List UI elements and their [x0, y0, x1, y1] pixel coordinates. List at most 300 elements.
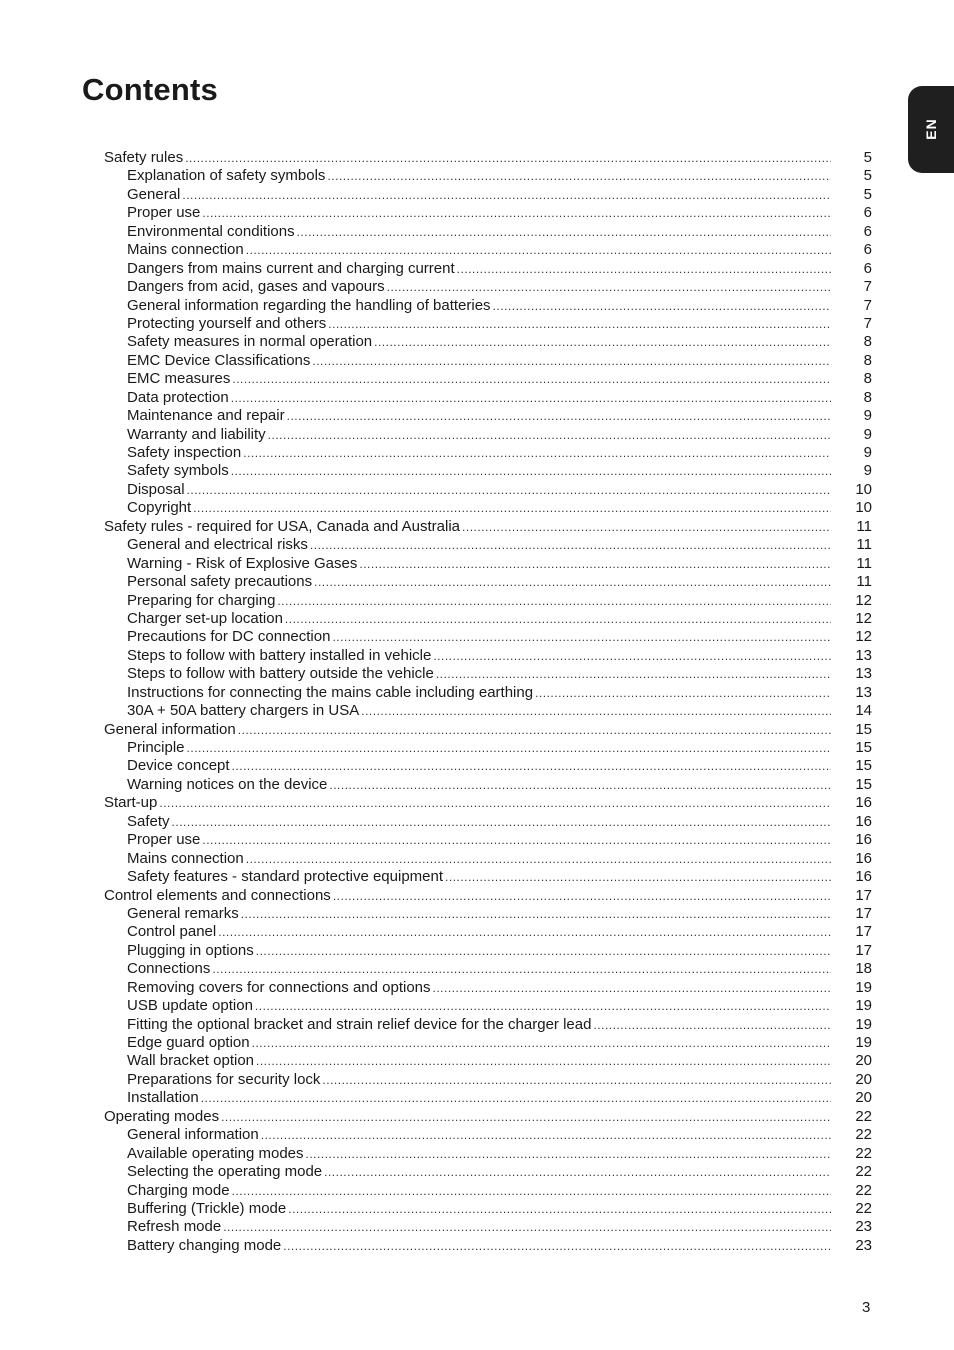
toc-subsection-entry[interactable]	[104, 407, 872, 425]
toc-entry-page-number: 19	[855, 1034, 872, 1051]
toc-entry-page-number: 6	[863, 222, 872, 240]
toc-entry-page-number: 20	[855, 1070, 872, 1088]
toc-entry-page-number: 22	[855, 1163, 872, 1181]
toc-subsection-entry[interactable]	[104, 278, 872, 296]
toc-subsection-entry[interactable]	[104, 592, 872, 610]
toc-entry-page-number: 7	[863, 314, 872, 332]
toc-entry-title: General and electrical risks	[127, 536, 308, 554]
toc-entry-leader	[127, 297, 831, 315]
table-of-contents	[104, 149, 872, 1255]
dot-leader	[445, 868, 831, 886]
toc-subsection-entry[interactable]	[104, 610, 872, 628]
toc-subsection-entry[interactable]	[104, 702, 872, 720]
toc-entry-title: 30A + 50A battery chargers in USA	[127, 702, 360, 720]
toc-entry-title: Maintenance and repair	[127, 407, 285, 425]
dot-leader	[255, 997, 831, 1015]
toc-subsection-entry[interactable]	[104, 186, 872, 204]
toc-subsection-entry[interactable]	[104, 1182, 872, 1200]
dot-leader	[252, 1034, 831, 1052]
toc-entry-page-number: 9	[863, 407, 872, 425]
toc-entry-title: Explanation of safety symbols	[127, 167, 326, 185]
toc-entry-page-number: 16	[855, 794, 872, 812]
toc-entry-leader	[127, 333, 831, 351]
dot-leader	[285, 610, 831, 628]
dot-leader	[221, 1108, 831, 1126]
toc-entry-title: Safety features - standard protective equipment	[127, 868, 444, 886]
toc-section-entry[interactable]	[104, 721, 872, 739]
toc-entry-leader	[127, 536, 831, 554]
toc-subsection-entry[interactable]	[104, 665, 872, 683]
toc-subsection-entry[interactable]	[104, 831, 872, 849]
toc-subsection-entry[interactable]	[104, 960, 872, 978]
toc-entry-leader	[127, 702, 831, 720]
toc-entry-leader	[104, 1108, 831, 1126]
toc-entry-page-number: 16	[855, 831, 872, 849]
toc-entry-leader	[104, 518, 831, 536]
dot-leader	[283, 1237, 831, 1255]
toc-subsection-entry[interactable]	[104, 315, 872, 333]
dot-leader	[246, 850, 831, 868]
toc-subsection-entry[interactable]	[104, 684, 872, 702]
toc-entry-title: Control elements and connections	[104, 886, 331, 904]
dot-leader	[187, 739, 831, 757]
toc-entry-title: Wall bracket option	[127, 1052, 255, 1070]
toc-entry-title: Connections	[127, 960, 211, 978]
toc-entry-leader	[127, 868, 831, 886]
toc-subsection-entry[interactable]	[104, 370, 872, 388]
toc-entry-title: Mains connection	[127, 849, 244, 867]
toc-entry-title: Data protection	[127, 388, 229, 406]
toc-entry-page-number: 16	[855, 849, 872, 867]
dot-leader	[361, 702, 831, 720]
toc-entry-page-number: 5	[863, 167, 872, 185]
toc-subsection-entry[interactable]	[104, 1034, 872, 1052]
dot-leader	[359, 555, 831, 573]
toc-entry-page-number: 22	[855, 1126, 872, 1144]
toc-entry-leader	[127, 1145, 831, 1163]
dot-leader	[232, 370, 831, 388]
toc-subsection-entry[interactable]	[104, 1052, 872, 1070]
dot-leader	[223, 1218, 831, 1236]
toc-entry-leader	[127, 592, 831, 610]
toc-subsection-entry[interactable]	[104, 997, 872, 1015]
toc-entry-leader	[127, 1237, 831, 1255]
page-title: Contents	[82, 72, 218, 107]
toc-subsection-entry[interactable]	[104, 905, 872, 923]
toc-entry-page-number: 17	[855, 904, 872, 922]
toc-entry-title: Start-up	[104, 794, 158, 812]
toc-entry-page-number: 12	[855, 609, 872, 627]
toc-subsection-entry[interactable]	[104, 555, 872, 573]
toc-entry-page-number: 15	[855, 720, 872, 738]
toc-entry-title: Preparations for security lock	[127, 1070, 321, 1088]
toc-entry-leader	[127, 407, 831, 425]
toc-entry-title: Steps to follow with battery outside the vehicle	[127, 665, 434, 683]
toc-entry-page-number: 17	[855, 941, 872, 959]
toc-entry-page-number: 19	[855, 997, 872, 1015]
toc-subsection-entry[interactable]	[104, 536, 872, 554]
toc-subsection-entry[interactable]	[104, 444, 872, 462]
toc-subsection-entry[interactable]	[104, 167, 872, 185]
toc-entry-title: Device concept	[127, 757, 230, 775]
dot-leader	[159, 794, 831, 812]
toc-entry-page-number: 11	[856, 536, 872, 554]
toc-entry-page-number: 8	[863, 388, 872, 406]
dot-leader	[201, 1089, 831, 1107]
toc-entry-title: Copyright	[127, 499, 192, 517]
dot-leader	[246, 241, 831, 259]
toc-entry-leader	[104, 887, 831, 905]
dot-leader	[593, 1016, 831, 1034]
toc-section-entry[interactable]	[104, 1108, 872, 1126]
toc-entry-leader	[127, 223, 831, 241]
toc-entry-leader	[104, 149, 831, 167]
toc-entry-title: Charging mode	[127, 1181, 230, 1199]
toc-entry-leader	[127, 979, 831, 997]
toc-entry-title: Warning notices on the device	[127, 775, 328, 793]
toc-entry-leader	[127, 1200, 831, 1218]
dot-leader	[327, 167, 831, 185]
toc-entry-leader	[127, 426, 831, 444]
toc-entry-page-number: 13	[855, 665, 872, 683]
toc-entry-page-number: 7	[863, 296, 872, 314]
toc-entry-page-number: 13	[855, 646, 872, 664]
toc-entry-page-number: 15	[855, 739, 872, 756]
toc-entry-page-number: 9	[863, 444, 872, 461]
language-tab	[908, 86, 954, 173]
toc-entry-title: Battery changing mode	[127, 1236, 282, 1254]
page-number: 3	[862, 1299, 871, 1316]
toc-entry-page-number: 9	[863, 462, 872, 480]
toc-entry-page-number: 18	[855, 960, 872, 978]
dot-leader	[202, 831, 831, 849]
toc-entry-leader	[127, 499, 831, 517]
toc-entry-leader	[127, 960, 831, 978]
dot-leader	[332, 628, 831, 646]
toc-entry-leader	[127, 1052, 831, 1070]
toc-entry-leader	[127, 1126, 831, 1144]
toc-entry-title: Safety symbols	[127, 462, 229, 480]
toc-entry-leader	[127, 462, 831, 480]
toc-subsection-entry[interactable]	[104, 1163, 872, 1181]
toc-entry-leader	[127, 850, 831, 868]
toc-subsection-entry[interactable]	[104, 297, 872, 315]
dot-leader	[535, 684, 831, 702]
toc-entry-page-number: 12	[855, 591, 872, 609]
dot-leader	[329, 776, 831, 794]
toc-entry-page-number: 23	[855, 1218, 872, 1236]
toc-entry-page-number: 8	[863, 370, 872, 388]
toc-entry-title: Preparing for charging	[127, 591, 276, 609]
toc-subsection-entry[interactable]	[104, 241, 872, 259]
toc-entry-leader	[127, 1163, 831, 1181]
toc-entry-leader	[127, 684, 831, 702]
toc-entry-leader	[127, 241, 831, 259]
toc-entry-title: General information	[127, 1126, 259, 1144]
dot-leader	[310, 536, 831, 554]
toc-subsection-entry[interactable]	[104, 628, 872, 646]
toc-subsection-entry[interactable]	[104, 499, 872, 517]
toc-entry-leader	[127, 1218, 831, 1236]
toc-entry-title: Operating modes	[104, 1107, 220, 1125]
toc-entry-title: Proper use	[127, 831, 201, 849]
toc-entry-leader	[127, 997, 831, 1015]
dot-leader	[433, 647, 831, 665]
toc-entry-title: Safety measures in normal operation	[127, 333, 373, 351]
toc-entry-page-number: 15	[855, 775, 872, 793]
toc-entry-leader	[127, 610, 831, 628]
toc-entry-page-number: 19	[855, 1015, 872, 1033]
dot-leader	[333, 887, 831, 905]
toc-entry-page-number: 23	[855, 1236, 872, 1254]
dot-leader	[232, 1182, 831, 1200]
toc-entry-leader	[127, 260, 831, 278]
dot-leader	[243, 444, 831, 462]
dot-leader	[172, 813, 831, 831]
dot-leader	[288, 1200, 831, 1218]
toc-entry-leader	[127, 757, 831, 775]
toc-entry-leader	[127, 1034, 831, 1052]
dot-leader	[328, 315, 831, 333]
toc-subsection-entry[interactable]	[104, 942, 872, 960]
toc-entry-title: Dangers from acid, gases and vapours	[127, 278, 385, 296]
toc-subsection-entry[interactable]	[104, 868, 872, 886]
toc-entry-page-number: 7	[863, 278, 872, 296]
toc-entry-leader	[127, 481, 831, 499]
toc-entry-leader	[127, 555, 831, 573]
toc-subsection-entry[interactable]	[104, 1126, 872, 1144]
toc-entry-leader	[127, 647, 831, 665]
toc-subsection-entry[interactable]	[104, 776, 872, 794]
toc-entry-leader	[127, 813, 831, 831]
dot-leader	[436, 665, 831, 683]
toc-subsection-entry[interactable]	[104, 1089, 872, 1107]
toc-entry-title: Charger set-up location	[127, 609, 283, 627]
toc-subsection-entry[interactable]	[104, 426, 872, 444]
toc-section-entry[interactable]	[104, 149, 872, 167]
toc-entry-title: Fitting the optional bracket and strain relief device for the charger lead	[127, 1015, 592, 1033]
toc-entry-leader	[127, 278, 831, 296]
toc-subsection-entry[interactable]	[104, 333, 872, 351]
dot-leader	[312, 352, 831, 370]
toc-entry-page-number: 11	[856, 554, 872, 572]
toc-entry-title: EMC Device Classifications	[127, 351, 311, 369]
toc-subsection-entry[interactable]	[104, 462, 872, 480]
toc-entry-leader	[127, 1089, 831, 1107]
toc-entry-page-number: 10	[855, 480, 872, 498]
toc-subsection-entry[interactable]	[104, 979, 872, 997]
dot-leader	[324, 1163, 831, 1181]
dot-leader	[268, 426, 831, 444]
toc-entry-page-number: 16	[855, 868, 872, 886]
toc-entry-title: EMC measures	[127, 370, 231, 388]
toc-entry-page-number: 5	[863, 149, 872, 166]
toc-entry-title: Personal safety precautions	[127, 573, 313, 591]
toc-entry-page-number: 20	[855, 1089, 872, 1107]
language-tab-label: EN	[923, 118, 939, 140]
toc-entry-page-number: 22	[855, 1181, 872, 1199]
toc-entry-title: Instructions for connecting the mains cable including earthing	[127, 683, 534, 701]
toc-entry-leader	[127, 186, 831, 204]
toc-entry-title: Dangers from mains current and charging current	[127, 259, 455, 277]
toc-entry-title: Plugging in options	[127, 941, 254, 959]
toc-entry-title: Precautions for DC connection	[127, 628, 331, 646]
toc-entry-title: Environmental conditions	[127, 222, 295, 240]
toc-subsection-entry[interactable]	[104, 389, 872, 407]
toc-entry-page-number: 17	[855, 886, 872, 904]
toc-entry-title: General remarks	[127, 904, 239, 922]
toc-entry-leader	[127, 167, 831, 185]
toc-entry-title: Removing covers for connections and options	[127, 978, 431, 996]
toc-entry-title: Safety rules - required for USA, Canada and Australia	[104, 517, 461, 535]
toc-entry-page-number: 16	[855, 812, 872, 830]
toc-subsection-entry[interactable]	[104, 481, 872, 499]
toc-subsection-entry[interactable]	[104, 573, 872, 591]
dot-leader	[322, 1071, 831, 1089]
toc-entry-title: Available operating modes	[127, 1144, 304, 1162]
toc-subsection-entry[interactable]	[104, 352, 872, 370]
toc-subsection-entry[interactable]	[104, 1145, 872, 1163]
toc-entry-page-number: 8	[863, 333, 872, 351]
toc-entry-page-number: 11	[856, 573, 872, 591]
dot-leader	[306, 1145, 831, 1163]
toc-entry-leader	[127, 923, 831, 941]
toc-entry-page-number: 22	[855, 1107, 872, 1125]
toc-subsection-entry[interactable]	[104, 813, 872, 831]
dot-leader	[462, 518, 831, 536]
toc-subsection-entry[interactable]	[104, 647, 872, 665]
toc-subsection-entry[interactable]	[104, 223, 872, 241]
toc-entry-leader	[127, 204, 831, 222]
toc-entry-page-number: 12	[855, 628, 872, 646]
toc-entry-page-number: 5	[863, 185, 872, 203]
toc-entry-leader	[104, 794, 831, 812]
toc-entry-page-number: 6	[863, 241, 872, 259]
toc-entry-page-number: 11	[856, 517, 872, 535]
dot-leader	[231, 462, 831, 480]
toc-subsection-entry[interactable]	[104, 739, 872, 757]
toc-subsection-entry[interactable]	[104, 850, 872, 868]
dot-leader	[185, 149, 831, 167]
dot-leader	[261, 1126, 831, 1144]
toc-entry-leader	[127, 573, 831, 591]
toc-entry-leader	[127, 315, 831, 333]
toc-subsection-entry[interactable]	[104, 1071, 872, 1089]
toc-entry-title: Installation	[127, 1089, 199, 1107]
toc-entry-title: Edge guard option	[127, 1034, 250, 1051]
toc-entry-leader	[127, 739, 831, 757]
toc-entry-leader	[127, 1071, 831, 1089]
dot-leader	[256, 1052, 831, 1070]
toc-entry-leader	[104, 721, 831, 739]
toc-subsection-entry[interactable]	[104, 1200, 872, 1218]
toc-entry-page-number: 6	[863, 259, 872, 277]
toc-entry-page-number: 22	[855, 1199, 872, 1217]
toc-entry-page-number: 15	[855, 757, 872, 775]
toc-section-entry[interactable]	[104, 887, 872, 905]
dot-leader	[182, 186, 831, 204]
toc-subsection-entry[interactable]	[104, 260, 872, 278]
dot-leader	[374, 333, 831, 351]
toc-entry-leader	[127, 942, 831, 960]
dot-leader	[218, 923, 831, 941]
dot-leader	[231, 389, 831, 407]
toc-subsection-entry[interactable]	[104, 1016, 872, 1034]
toc-entry-title: Disposal	[127, 480, 185, 498]
dot-leader	[238, 721, 831, 739]
toc-entry-title: Mains connection	[127, 241, 244, 259]
toc-entry-title: Steps to follow with battery installed in vehicle	[127, 646, 432, 664]
toc-entry-page-number: 22	[855, 1144, 872, 1162]
toc-entry-title: Safety inspection	[127, 444, 242, 461]
toc-entry-page-number: 9	[863, 425, 872, 443]
dot-leader	[277, 592, 831, 610]
toc-entry-title: Principle	[127, 739, 185, 756]
dot-leader	[433, 979, 831, 997]
toc-entry-page-number: 6	[863, 204, 872, 222]
toc-subsection-entry[interactable]	[104, 757, 872, 775]
toc-entry-page-number: 8	[863, 351, 872, 369]
toc-entry-title: General information regarding the handling of batteries	[127, 296, 491, 314]
toc-entry-leader	[127, 370, 831, 388]
toc-entry-leader	[127, 905, 831, 923]
toc-section-entry[interactable]	[104, 794, 872, 812]
toc-subsection-entry[interactable]	[104, 923, 872, 941]
dot-leader	[202, 204, 831, 222]
dot-leader	[297, 223, 831, 241]
toc-entry-title: Proper use	[127, 204, 201, 222]
toc-entry-leader	[127, 444, 831, 462]
toc-entry-title: Warranty and liability	[127, 425, 266, 443]
dot-leader	[187, 481, 831, 499]
toc-entry-title: Safety rules	[104, 149, 184, 166]
dot-leader	[457, 260, 831, 278]
toc-entry-leader	[127, 665, 831, 683]
toc-entry-page-number: 10	[855, 499, 872, 517]
dot-leader	[493, 297, 831, 315]
toc-entry-page-number: 19	[855, 978, 872, 996]
toc-subsection-entry[interactable]	[104, 1218, 872, 1236]
toc-entry-title: Selecting the operating mode	[127, 1163, 323, 1181]
toc-entry-leader	[127, 1182, 831, 1200]
toc-entry-title: Control panel	[127, 923, 217, 941]
dot-leader	[387, 278, 831, 296]
toc-entry-title: Safety	[127, 812, 170, 830]
toc-entry-title: USB update option	[127, 997, 253, 1015]
toc-entry-leader	[127, 352, 831, 370]
toc-entry-title: Buffering (Trickle) mode	[127, 1199, 287, 1217]
toc-entry-leader	[127, 389, 831, 407]
dot-leader	[241, 905, 831, 923]
dot-leader	[314, 573, 831, 591]
toc-entry-title: General information	[104, 720, 236, 738]
toc-subsection-entry[interactable]	[104, 1237, 872, 1255]
toc-entry-page-number: 17	[855, 923, 872, 941]
toc-entry-page-number: 14	[855, 702, 872, 720]
toc-subsection-entry[interactable]	[104, 204, 872, 222]
toc-entry-page-number: 13	[855, 683, 872, 701]
toc-entry-leader	[127, 1016, 831, 1034]
toc-entry-title: General	[127, 185, 181, 203]
toc-section-entry[interactable]	[104, 518, 872, 536]
toc-entry-leader	[127, 776, 831, 794]
dot-leader	[256, 942, 831, 960]
dot-leader	[232, 757, 831, 775]
dot-leader	[193, 499, 831, 517]
dot-leader	[212, 960, 831, 978]
toc-entry-title: Refresh mode	[127, 1218, 222, 1236]
toc-entry-title: Warning - Risk of Explosive Gases	[127, 554, 358, 572]
